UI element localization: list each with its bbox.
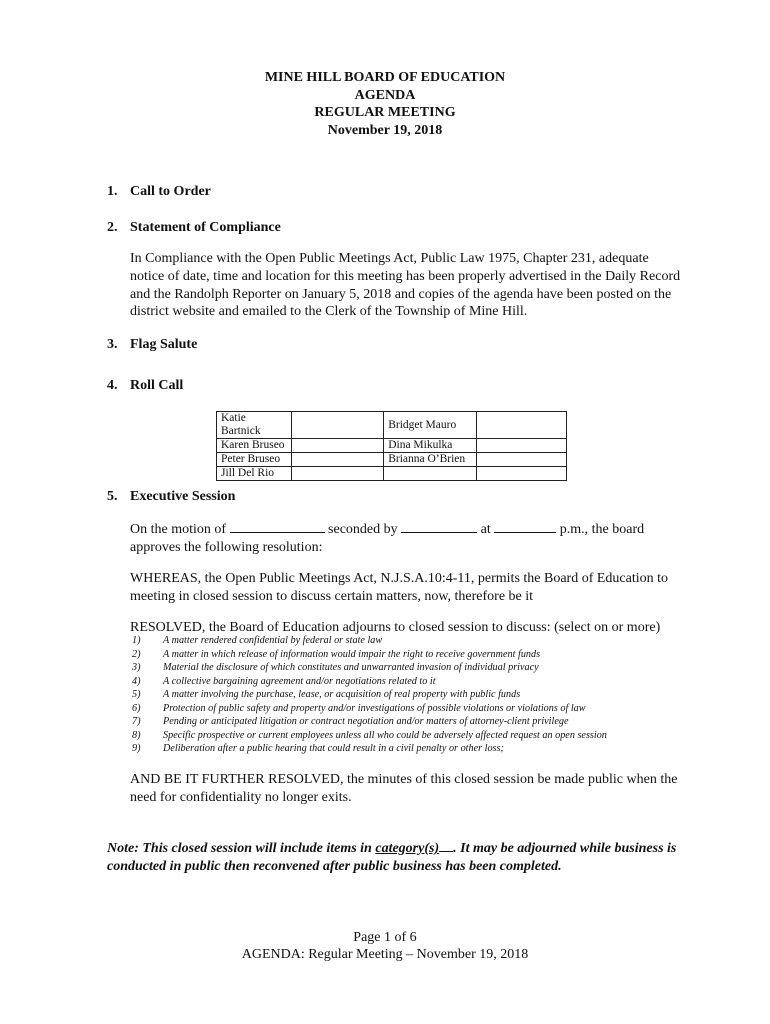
member-name: Peter Bruseo	[217, 453, 292, 467]
motion-text: On the motion of	[130, 522, 227, 537]
table-row	[217, 467, 567, 481]
list-item	[132, 742, 607, 756]
member-name: Brianna O’Brien	[384, 453, 476, 467]
item-number: 2)	[132, 648, 141, 660]
attendance-cell	[291, 439, 383, 453]
list-item	[132, 661, 607, 675]
footer-title: AGENDA: Regular Meeting – November 19, 2018	[241, 947, 529, 962]
note-text: . It may be adjourned while business is conducted in public then reconvened after public business has been completed.	[107, 841, 677, 874]
item-number: 3)	[132, 662, 141, 673]
roll-call-table	[216, 411, 567, 481]
item-number: 5)	[132, 689, 141, 700]
seconded-by-blank[interactable]	[401, 520, 477, 533]
further-resolved-paragraph: AND BE IT FURTHER RESOLVED, the minutes of this closed session be made public when the need for confidentiality no longer exits.	[130, 772, 678, 805]
section-title: Statement of Compliance	[130, 220, 281, 235]
note-category-blank[interactable]: category(s)	[375, 841, 440, 856]
member-name	[384, 467, 476, 481]
list-item	[132, 675, 607, 689]
section-number: 5.	[107, 489, 118, 504]
section-number: 1.	[107, 184, 118, 199]
attendance-cell	[291, 467, 383, 481]
motion-paragraph	[130, 520, 685, 557]
category-fill-blank[interactable]	[439, 838, 453, 852]
closed-session-note	[107, 838, 687, 876]
header-doc-type: AGENDA	[354, 87, 416, 103]
table-row	[217, 412, 567, 439]
motion-by-blank[interactable]	[230, 520, 325, 533]
motion-text: at	[480, 522, 491, 537]
list-item	[132, 702, 607, 716]
attendance-cell	[291, 453, 383, 467]
section-number: 3.	[107, 337, 118, 352]
time-blank[interactable]	[494, 520, 556, 533]
member-name: Jill Del Rio	[217, 467, 292, 481]
section-title: Roll Call	[130, 378, 184, 393]
header-org: MINE HILL BOARD OF EDUCATION	[264, 70, 506, 85]
item-number: 1)	[132, 635, 141, 646]
item-text: Deliberation after a public hearing that could result in a civil penalty or other loss;	[163, 743, 504, 754]
resolved-paragraph: RESOLVED, the Board of Education adjourns to closed session to discuss: (select on or more)	[130, 620, 661, 635]
item-number: 8)	[132, 729, 141, 741]
item-number: 7)	[132, 716, 141, 727]
item-text: A matter rendered confidential by federal or state law	[163, 635, 383, 646]
attendance-cell	[476, 467, 566, 481]
whereas-paragraph: WHEREAS, the Open Public Meetings Act, N.J.S.A.10:4-11, permits the Board of Education to meeting in closed session to discuss certain matters, now, therefore be it	[130, 571, 669, 604]
table-row	[217, 453, 567, 467]
list-item	[132, 715, 607, 729]
attendance-cell	[476, 439, 566, 453]
section-number: 2.	[107, 220, 118, 235]
member-name: Katie Bartnick	[217, 412, 292, 439]
list-item	[132, 634, 607, 648]
page-footer	[0, 929, 770, 963]
item-text: Material the disclosure of which constitutes and unwarranted invasion of individual privacy	[163, 662, 539, 673]
item-number: 6)	[132, 702, 141, 714]
item-text: A collective bargaining agreement and/or negotiations related to it	[163, 675, 436, 687]
motion-text: seconded by	[328, 522, 398, 537]
item-text: Protection of public safety and property and/or investigations of possible violations or violations of law	[163, 702, 586, 714]
note-text: Note: This closed session will include items in	[107, 841, 372, 856]
document-header	[0, 69, 770, 139]
list-item	[132, 729, 607, 743]
section-flag-salute	[107, 337, 197, 353]
header-meeting-type: REGULAR MEETING	[314, 105, 456, 120]
attendance-cell	[476, 412, 566, 439]
section-call-to-order	[107, 184, 211, 200]
attendance-cell	[291, 412, 383, 439]
item-number: 4)	[132, 675, 141, 687]
member-name: Dina Mikulka	[384, 439, 476, 453]
section-statement-of-compliance	[107, 220, 281, 236]
item-number: 9)	[132, 743, 141, 754]
compliance-statement: In Compliance with the Open Public Meetings Act, Public Law 1975, Chapter 231, adequate notice of date, time and location for this meeting has been properly advertised in the Daily Record and the Randolph Reporter on January 5, 2018 and copies of the agenda have been posted on the district website and emailed to the Clerk of the Township of Mine Hill.	[130, 251, 681, 320]
list-item	[132, 688, 607, 702]
member-name: Karen Bruseo	[217, 439, 292, 453]
member-name: Bridget Mauro	[384, 412, 476, 439]
motion-text: p.m., the board	[559, 522, 645, 537]
motion-text: approves the following resolution:	[130, 539, 323, 555]
item-text: Specific prospective or current employees unless all who could be adversely affected request an open session	[163, 729, 607, 741]
table-row	[217, 439, 567, 453]
section-executive-session	[107, 489, 235, 505]
page-number: Page 1 of 6	[353, 930, 417, 945]
section-title: Flag Salute	[130, 337, 198, 352]
item-text: A matter in which release of information would impair the right to receive government funds	[163, 648, 541, 660]
section-title: Call to Order	[130, 184, 211, 199]
section-number: 4.	[107, 378, 118, 393]
list-item	[132, 648, 607, 662]
item-text: Pending or anticipated litigation or contract negotiation and/or matters of attorney-client privilege	[163, 716, 569, 727]
section-roll-call	[107, 378, 183, 394]
header-date: November 19, 2018	[327, 122, 443, 138]
attendance-cell	[476, 453, 566, 467]
closed-session-categories	[132, 634, 607, 756]
section-title: Executive Session	[130, 489, 236, 504]
item-text: A matter involving the purchase, lease, or acquisition of real property with public funds	[163, 689, 521, 700]
